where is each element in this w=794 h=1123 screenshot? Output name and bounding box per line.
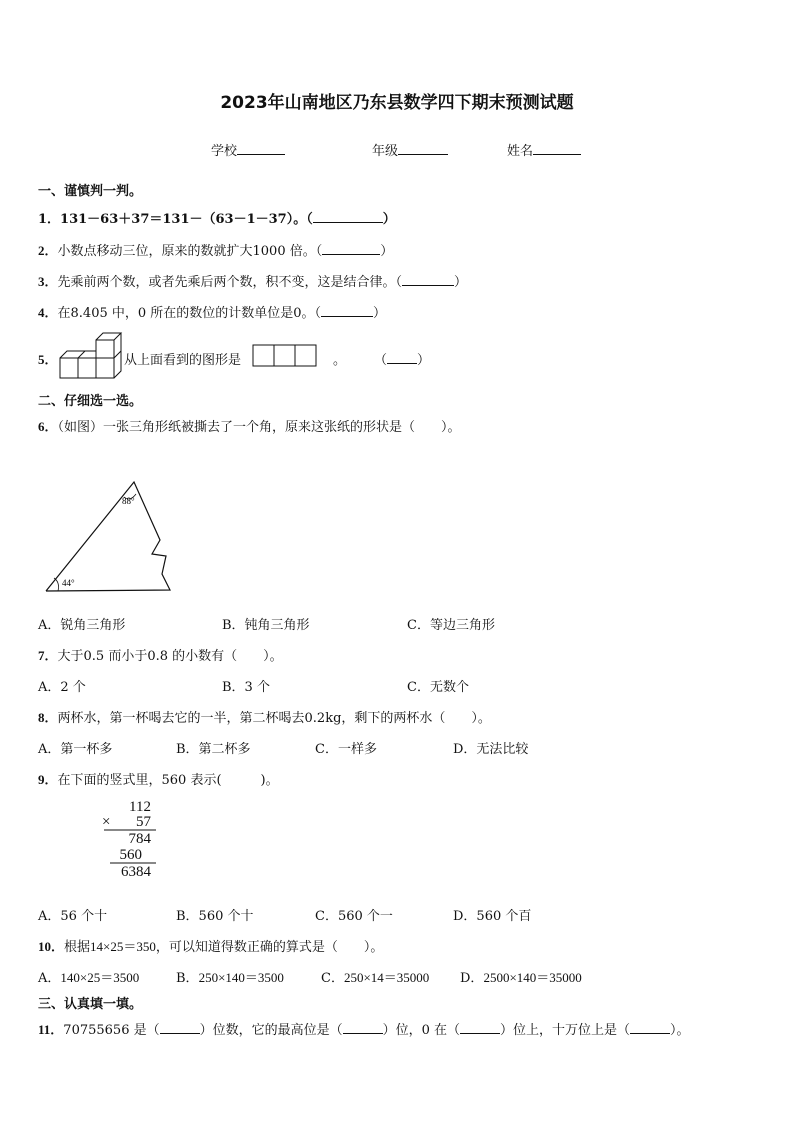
question-number: 9．	[38, 772, 58, 787]
answer-blank[interactable]	[313, 210, 383, 223]
answer-blank-4[interactable]	[630, 1021, 670, 1034]
question-text: 70755656 是（	[63, 1023, 160, 1038]
question-5-answer	[374, 349, 430, 368]
vertical-multiplication	[98, 796, 168, 882]
question-text: ）。	[670, 1023, 690, 1038]
multiplicand: 112	[129, 799, 151, 815]
option-expression: 140×25＝3500	[60, 970, 140, 985]
answer-blank[interactable]	[387, 351, 417, 364]
school-field	[211, 140, 285, 159]
paren-close: ）	[380, 244, 394, 259]
q8-option-a[interactable]: A．第一杯多	[38, 742, 113, 757]
q10-option-d[interactable]	[460, 967, 582, 986]
question-text: 131－63＋37＝131－（63－1－37）。（	[60, 212, 313, 227]
question-text: 在8.405 中，0 所在的数位的计数单位是0。（	[57, 306, 322, 321]
question-text: 大于0.5 而小于0.8 的小数有（ ）。	[57, 649, 283, 664]
question-number: 10．	[38, 939, 65, 954]
paren-close: ）	[373, 306, 387, 321]
top-view-figure	[252, 344, 318, 368]
question-number: 6．	[38, 419, 58, 434]
q7-option-a[interactable]: A．2 个	[38, 680, 86, 695]
q7-option-c[interactable]: C．无数个	[407, 680, 469, 695]
question-5-text	[124, 349, 241, 368]
option-expression: 250×14＝35000	[343, 970, 430, 985]
question-text: 小数点移动三位，原来的数就扩大1000 倍。（	[57, 244, 323, 259]
question-1	[38, 208, 396, 227]
school-blank[interactable]	[237, 142, 285, 155]
name-blank[interactable]	[533, 142, 581, 155]
question-number: 11．	[38, 1022, 64, 1037]
q9-option-a[interactable]: A．56 个十	[38, 909, 108, 924]
question-number: 7．	[38, 648, 58, 663]
paren-close: ）	[382, 212, 396, 227]
question-number: 5．	[38, 352, 58, 367]
option-label: A．	[38, 971, 61, 986]
answer-blank-2[interactable]	[343, 1021, 383, 1034]
school-label: 学校	[211, 144, 238, 159]
question-text: 在下面的竖式里，560 表示( )。	[57, 773, 279, 788]
q6-option-a[interactable]: A．锐角三角形	[38, 618, 126, 633]
answer-blank-3[interactable]	[460, 1021, 500, 1034]
answer-blank-1[interactable]	[160, 1021, 200, 1034]
paren-close: ）	[454, 275, 468, 290]
question-text: ）位数，它的最高位是（	[199, 1023, 343, 1038]
option-expression: 2500×140＝35000	[483, 970, 582, 985]
partial-product-1: 784	[128, 831, 151, 847]
q9-option-c[interactable]: C．560 个一	[315, 909, 393, 924]
question-text: ）位，0 在（	[382, 1023, 461, 1038]
question-text-pre: 根据	[64, 940, 91, 955]
question-number: 8．	[38, 710, 58, 725]
angle-bottom-label: 44°	[62, 578, 75, 588]
question-number: 3．	[38, 274, 58, 289]
q10-option-b[interactable]	[176, 967, 284, 986]
question-text: ）位上，十万位上是（	[500, 1023, 631, 1038]
q8-option-b[interactable]: B．第二杯多	[176, 742, 251, 757]
question-number: 2．	[38, 243, 58, 258]
question-7	[38, 645, 283, 664]
multiplier: 57	[136, 814, 151, 830]
torn-triangle-figure	[40, 478, 180, 598]
q8-option-c[interactable]: C．一样多	[315, 742, 377, 757]
question-8	[38, 707, 491, 726]
section-heading-2: 二、仔细选一选。	[38, 394, 143, 409]
partial-product-2: 560	[119, 847, 142, 863]
grade-label: 年级	[372, 144, 399, 159]
question-text: 先乘前两个数，或者先乘后两个数，积不变，这是结合律。（	[57, 275, 403, 290]
q7-option-b[interactable]: B．3 个	[222, 680, 270, 695]
option-expression: 250×140＝3500	[198, 970, 284, 985]
option-label: C．	[321, 971, 344, 986]
question-11	[38, 1019, 690, 1038]
question-9	[38, 769, 279, 788]
page-title: 2023年山南地区乃东县数学四下期末预测试题	[220, 93, 574, 113]
section-heading-3: 三、认真填一填。	[38, 997, 143, 1012]
question-4	[38, 302, 386, 321]
product-result: 6384	[121, 864, 151, 880]
option-label: D．	[460, 971, 484, 986]
question-10	[38, 936, 383, 955]
q6-option-b[interactable]: B．钝角三角形	[222, 618, 310, 633]
question-text-post: ，可以知道得数正确的算式是（ ）。	[155, 940, 384, 955]
paren-close: ）	[417, 353, 431, 368]
q10-option-a[interactable]	[38, 967, 139, 986]
question-text: （如图）一张三角形纸被撕去了一个角，原来这张纸的形状是（ ）。	[57, 420, 461, 435]
q9-option-b[interactable]: B．560 个十	[176, 909, 254, 924]
name-label: 姓名	[507, 144, 534, 159]
given-expression: 14×25＝350	[90, 939, 156, 954]
times-sign: ×	[102, 814, 111, 830]
question-6	[38, 416, 461, 435]
question-number: 4．	[38, 305, 58, 320]
q6-option-c[interactable]: C．等边三角形	[407, 618, 495, 633]
question-3	[38, 271, 467, 290]
paren-open: （	[374, 353, 388, 368]
section-heading-1: 一、谨慎判一判。	[38, 184, 143, 199]
question-text: 两杯水，第一杯喝去它的一半，第二杯喝去0.2kg，剩下的两杯水（ ）。	[57, 711, 491, 726]
name-field	[507, 140, 581, 159]
question-2	[38, 240, 393, 259]
grade-field	[372, 140, 448, 159]
grade-blank[interactable]	[398, 142, 448, 155]
answer-blank[interactable]	[402, 273, 454, 286]
cube-stack-figure	[58, 332, 124, 382]
question-5-number	[38, 349, 58, 368]
option-label: B．	[176, 971, 199, 986]
answer-blank[interactable]	[322, 242, 380, 255]
q9-option-d[interactable]: D．560 个百	[453, 909, 532, 924]
q10-option-c[interactable]	[321, 967, 429, 986]
answer-blank[interactable]	[321, 304, 373, 317]
question-number: 1．	[38, 212, 61, 227]
question-5-end: 。	[333, 353, 347, 368]
question-text: 从上面看到的图形是	[124, 353, 242, 368]
angle-top-label: 88°	[122, 496, 135, 506]
q8-option-d[interactable]: D．无法比较	[453, 742, 529, 757]
